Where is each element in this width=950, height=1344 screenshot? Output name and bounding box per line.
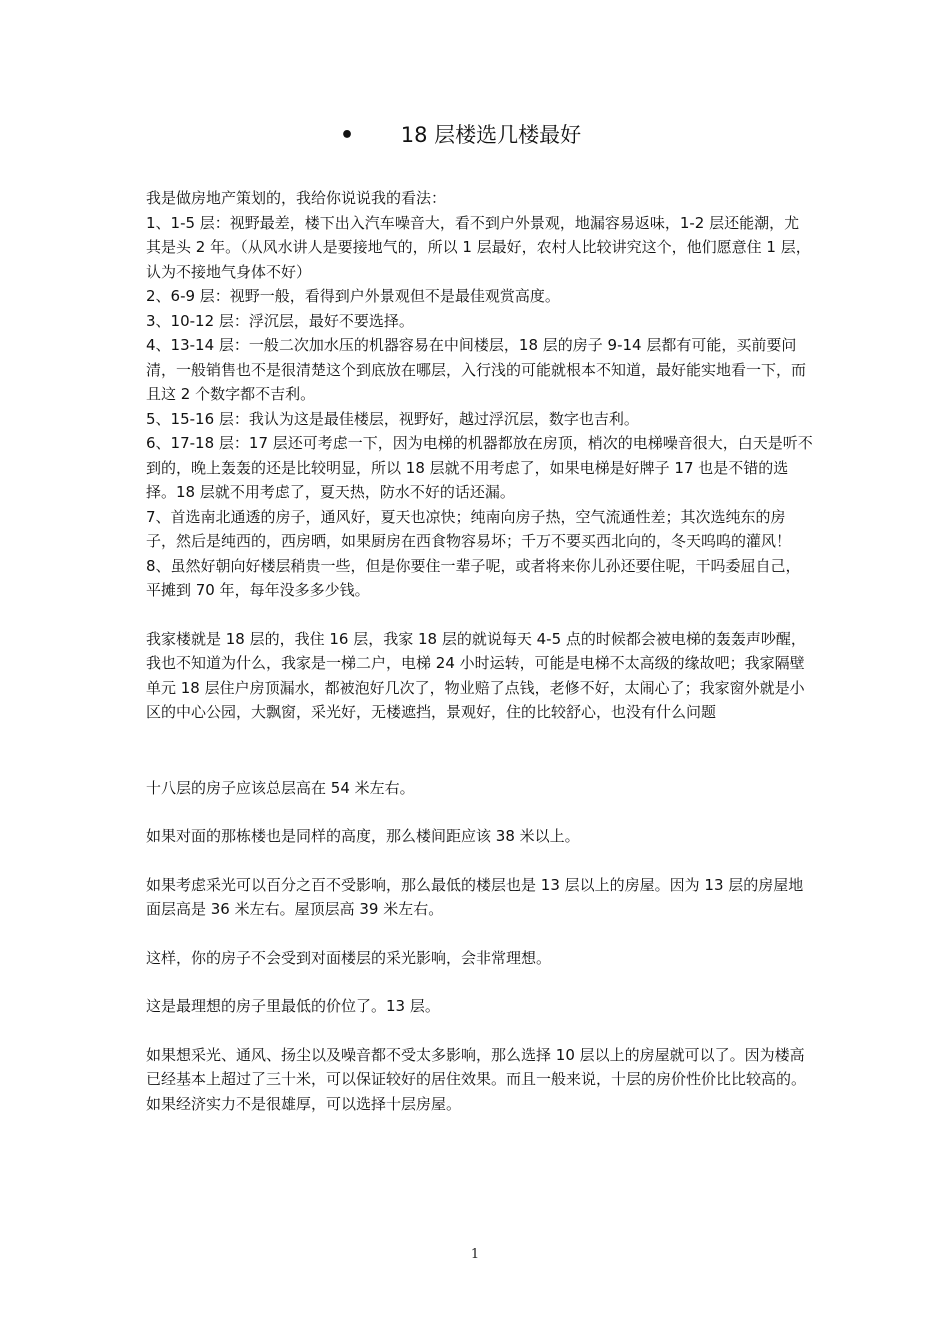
- floor-advice-3: 3、10-12 层：浮沉层，最好不要选择。: [146, 311, 414, 330]
- ten-floor-paragraph: 如果想采光、通风、扬尘以及噪音都不受太多影响，那么选择 10 层以上的房屋就可以了。因为楼高已经基本上超过了三十米，可以保证较好的居住效果。而且一般来说，十层的房价性价比比较高的。如果经济实力不是很雄厚，可以选择十层房屋。: [146, 1045, 807, 1113]
- page-number: 1: [470, 1247, 480, 1262]
- floor-advice-6: 6、17-18 层：17 层还可考虑一下，因为电梯的机器都放在房顶，梢次的电梯噪音很大，白天是听不到的，晚上轰轰的还是比较明显，所以 18 层就不用考虑了，如果电梯是好牌子 17 也是不错的选择。18 层就不用考虑了，夏天热，防水不好的话还漏。: [146, 434, 813, 501]
- title-bullet: •: [340, 123, 355, 148]
- document-title: [340, 120, 740, 151]
- intro-paragraph: 我是做房地产策划的，我给你说说我的看法：: [146, 189, 447, 207]
- spacing-paragraph: 如果对面的那栋楼也是同样的高度，那么楼间距应该 38 米以上。: [146, 827, 580, 845]
- document-body: [146, 186, 814, 1116]
- floor-advice-5: 5、15-16 层：我认为这是最佳楼层，视野好，越过浮沉层，数字也吉利。: [146, 409, 639, 428]
- personal-experience-paragraph: 我家楼就是 18 层的，我住 16 层，我家 18 层的就说每天 4-5 点的时候都会被电梯的轰轰声吵醒，我也不知道为什么，我家是一梯二户，电梯 24 小时运转，可能是电梯不太高级的缘故吧；我家隔壁单元 18 层住户房顶漏水，都被泡好几次了，物业赔了点钱，老修不好，太闹心了；我家窗外就是小区的中心公园，大飘窗，采光好，无楼遮挡，景观好，住的比较舒心，也没有什么问题: [146, 629, 806, 721]
- floor-advice-4: 4、13-14 层：一般二次加水压的机器容易在中间楼层，18 层的房子 9-14 层都有可能，买前要问清，一般销售也不是很清楚这个到底放在哪层，入行浅的可能就根本不知道，最好能实地看一下，而且这 2 个数字都不吉利。: [146, 336, 807, 403]
- height-paragraph: 十八层的房子应该总层高在 54 米左右。: [146, 778, 415, 797]
- floor-advice-2: 2、6-9 层：视野一般，看得到户外景观但不是最佳观赏高度。: [146, 287, 560, 305]
- floor-advice-8: 8、虽然好朝向好楼层稍贵一些，但是你要住一辈子呢，或者将来你儿孙还要住呢，干吗委屈自己，平摊到 70 年，每年没多多少钱。: [146, 556, 801, 599]
- lowest-price-paragraph: 这是最理想的房子里最低的价位了。13 层。: [146, 997, 440, 1015]
- floor-advice-1: 1、1-5 层：视野最差，楼下出入汽车噪音大，看不到户外景观，地漏容易返味，1-2 层还能潮，尤其是头 2 年。（从风水讲人是要接地气的，所以 1 层最好，农村人比较讲究这个，他们愿意住 1 层，认为不接地气身体不好）: [146, 213, 811, 281]
- lighting-paragraph: 如果考虑采光可以百分之百不受影响，那么最低的楼层也是 13 层以上的房屋。因为 13 层的房屋地面层高是 36 米左右。屋顶层高 39 米左右。: [146, 875, 804, 918]
- ideal-paragraph: 这样，你的房子不会受到对面楼层的采光影响，会非常理想。: [146, 948, 552, 967]
- title-text: 18 层楼选几楼最好: [400, 123, 582, 147]
- floor-advice-7: 7、首选南北通透的房子，通风好，夏天也凉快；纯南向房子热，空气流通性差；其次选纯东的房子，然后是纯西的，西房晒，如果厨房在西食物容易坏；千万不要买西北向的，冬天呜呜的灌风！: [146, 507, 792, 550]
